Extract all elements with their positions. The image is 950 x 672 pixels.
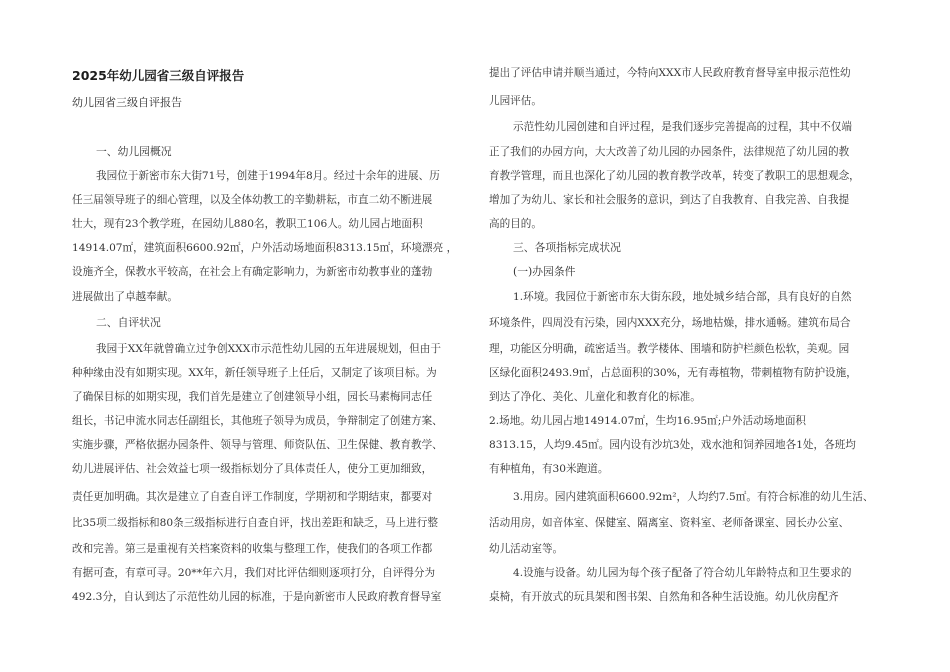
paragraph-line: 设施齐全，保教水平较高，在社会上有确定影响力，为新密市幼教事业的蓬勃	[72, 266, 433, 278]
section-heading-self-evaluation: 二、自评状况	[96, 316, 161, 329]
paragraph-line: 增加了为幼儿、家长和社会服务的意识，到达了自我教育、自我完善、自我提	[489, 194, 850, 206]
paragraph-line: 任三届领导班子的细心管理，以及全体幼教工的辛勤耕耘，市直二幼不断进展	[72, 194, 433, 206]
section-heading-overview: 一、幼儿园概况	[96, 145, 172, 158]
paragraph-line: 改和完善。第三是重视有关档案资料的收集与整理工作，使我们的各项工作都	[72, 543, 433, 555]
paragraph-line: 种种缘由没有如期实现。XX年，新任领导班子上任后，又制定了该项目标。为	[72, 367, 437, 379]
document-subtitle: 幼儿园省三级自评报告	[72, 96, 182, 109]
paragraph-line: 了确保目标的如期实现，我们首先是建立了创建领导小组，园长马素梅同志任	[72, 391, 433, 403]
paragraph-line: 2.场地。幼儿园占地14914.07㎡，生均16.95㎡;户外活动场地面积	[489, 415, 807, 427]
paragraph-line: 幼儿活动室等。	[489, 543, 564, 555]
paragraph-line: 责任更加明确。其次是建立了自查自评工作制度，学期初和学期结束，都要对	[72, 491, 433, 503]
paragraph-line: 幼儿进展评估、社会效益七项一级指标划分了具体责任人，使分工更加细致，	[72, 463, 433, 475]
paragraph-line: 区绿化面积2493.9㎡，占总面积的30%，无有毒植物，带刺植物有防护设施，	[489, 367, 857, 379]
paragraph-line: 492.3分，自认到达了示范性幼儿园的标准，于是向新密市人民政府教育督导室	[72, 591, 442, 603]
paragraph-line: 示范性幼儿园创建和自评过程，是我们逐步完善提高的过程，其中不仅端	[513, 121, 852, 133]
paragraph-line: 组长，书记申流水同志任副组长，其他班子领导为成员，争辩制定了创建方案、	[72, 415, 443, 427]
paragraph-line: 3.用房。园内建筑面积6600.92m²，人均约7.5㎡。有符合标准的幼儿生活、	[513, 491, 874, 503]
paragraph-line: 比35项二级指标和80条三级指标进行自查自评，找出差距和缺乏，马上进行整	[72, 517, 438, 529]
paragraph-line: 壮大，现有23个教学班，在园幼儿880名，教职工106人。幼儿园占地面积	[72, 218, 423, 230]
document-title: 2025年幼儿园省三级自评报告	[72, 68, 245, 83]
paragraph-line: 育教学管理，而且也深化了幼儿园的教育教学改革，转变了教职工的思想观念，	[489, 170, 860, 182]
section-heading-indicators: 三、各项指标完成状况	[513, 241, 621, 254]
paragraph-line: 实施步骤，严格依据办园条件、领导与管理、师资队伍、卫生保健、教育教学、	[72, 439, 443, 451]
paragraph-line: 到达了净化、美化、儿童化和教育化的标准。	[489, 391, 701, 403]
paragraph-line: 我园位于新密市东大街71号，创建于1994年8月。经过十余年的进展、历	[96, 170, 440, 182]
paragraph-line: 桌椅，有开放式的玩具架和图书架、自然角和各种生活设施。幼儿伙房配齐	[489, 591, 839, 603]
paragraph-line: 正了我们的办园方向，大大改善了幼儿园的办园条件，法律规范了幼儿园的教	[489, 146, 850, 158]
paragraph-line: 环境条件，四周没有污染，园内XXX充分，场地枯燥，排水通畅。建筑布局合	[489, 317, 851, 329]
paragraph-line: 进展做出了卓越奉献。	[72, 291, 178, 303]
paragraph-line: 1.环境。我园位于新密市东大街东段，地处城乡结合部，具有良好的自然	[513, 291, 852, 303]
paragraph-line: 儿园评估。	[489, 95, 542, 107]
subsection-heading-conditions: (一)办园条件	[513, 265, 576, 278]
paragraph-line: 理，功能区分明确，疏密适当。教学楼体、围墙和防护栏颜色松软，美观。园	[489, 343, 850, 355]
paragraph-line: 活动用房，如音体室、保健室、隔离室、资料室、老师备课室、园长办公室、	[489, 517, 850, 529]
paragraph-line: 我园于XX年就曾确立过争创XXX市示范性幼儿园的五年进展规划，但由于	[96, 343, 441, 355]
paragraph-line: 8313.15，人均9.45㎡。园内设有沙坑3处，戏水池和饲养园地各1处，各班均	[489, 439, 856, 451]
paragraph-line: 提出了评估申请并顺当通过，今特向XXX市人民政府教育督导室申报示范性幼	[489, 67, 851, 79]
paragraph-line: 高的目的。	[489, 218, 542, 230]
paragraph-line: 有据可查，有章可寻。20**年六月，我们对比评估细则逐项打分，自评得分为	[72, 567, 436, 579]
paragraph-line: 4.设施与设备。幼儿园为每个孩子配备了符合幼儿年龄特点和卫生要求的	[513, 567, 852, 579]
paragraph-line: 14914.07㎡，建筑面积6600.92㎡，户外活动场地面积8313.15㎡，环境漂亮 ，	[72, 242, 458, 254]
paragraph-line: 有种植角，有30米跑道。	[489, 463, 609, 475]
